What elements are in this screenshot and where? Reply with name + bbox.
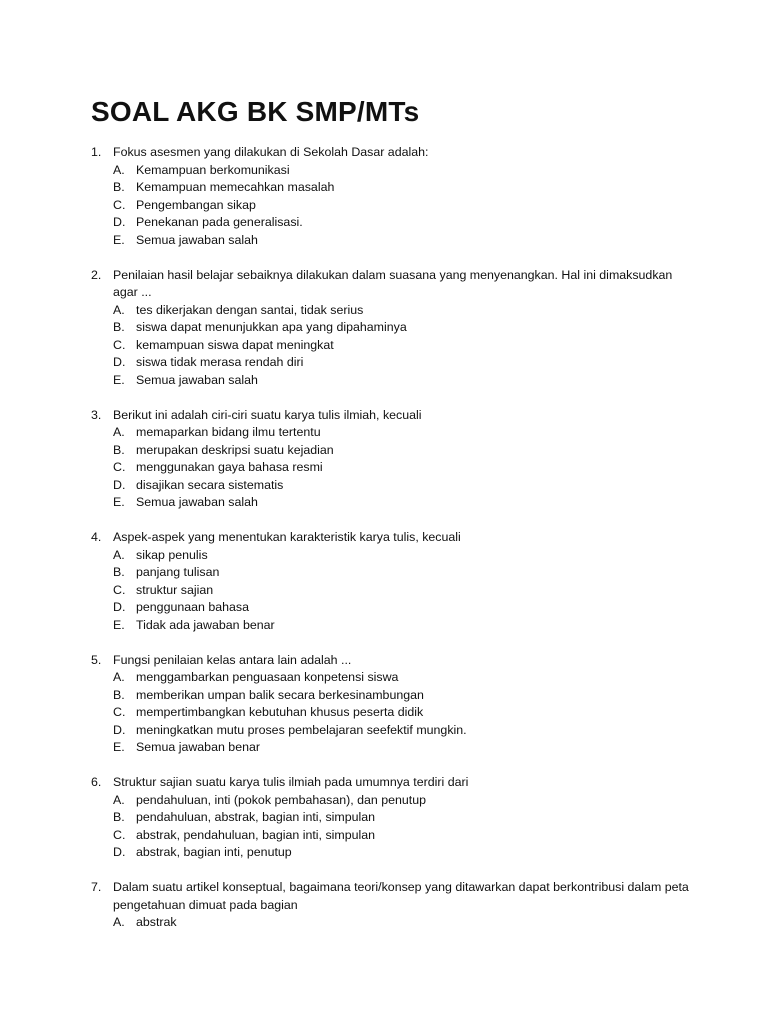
option-text: Semua jawaban benar — [136, 740, 260, 754]
option-letter: C. — [113, 337, 126, 352]
option-letter: C. — [113, 582, 126, 597]
answer-option — [113, 477, 691, 495]
question-item — [91, 879, 691, 932]
option-letter: A. — [113, 915, 125, 929]
answer-option — [113, 162, 691, 180]
document-title: SOAL AKG BK SMP/MTs — [91, 96, 420, 127]
answer-option — [113, 232, 691, 250]
option-text: menggunakan gaya bahasa resmi — [136, 460, 323, 474]
option-letter: E. — [113, 372, 125, 387]
answer-option — [113, 564, 691, 582]
option-text: meningkatkan mutu proses pembelajaran seefektif mungkin. — [136, 722, 467, 737]
question-text: Fokus asesmen yang dilakukan di Sekolah Dasar adalah: — [113, 145, 429, 159]
answer-option — [113, 337, 691, 355]
answer-option — [113, 442, 691, 460]
option-text: struktur sajian — [136, 582, 214, 597]
option-text: siswa tidak merasa rendah diri — [136, 355, 304, 369]
answer-option — [113, 582, 691, 600]
answer-options — [113, 162, 691, 250]
option-letter: C. — [113, 197, 126, 212]
option-text: kemampuan siswa dapat meningkat — [136, 337, 334, 352]
option-letter: D. — [113, 845, 126, 859]
option-text: Semua jawaban salah — [136, 232, 258, 247]
option-letter: D. — [113, 477, 126, 492]
question-item — [91, 267, 691, 390]
answer-option — [113, 704, 691, 722]
option-letter: E. — [113, 495, 125, 509]
option-text: abstrak, pendahuluan, bagian inti, simpulan — [136, 827, 376, 842]
question-item — [91, 529, 691, 634]
question-number: 4. — [91, 530, 102, 544]
option-letter: C. — [113, 827, 126, 842]
option-letter: B. — [113, 687, 125, 702]
answer-options — [113, 792, 691, 862]
question-text: Fungsi penilaian kelas antara lain adalah ... — [113, 652, 352, 667]
option-letter: C. — [113, 460, 126, 474]
answer-option — [113, 599, 691, 617]
option-text: merupakan deskripsi suatu kejadian — [136, 442, 334, 457]
option-letter: A. — [113, 670, 125, 684]
option-letter: B. — [113, 810, 125, 824]
answer-option — [113, 459, 691, 477]
question-item — [91, 144, 691, 249]
answer-option — [113, 319, 691, 337]
option-text: abstrak, bagian inti, penutup — [136, 845, 292, 859]
option-text: pendahuluan, inti (pokok pembahasan), dan penutup — [136, 792, 427, 807]
question-item — [91, 407, 691, 512]
option-text: Pengembangan sikap — [136, 197, 256, 212]
option-letter: B. — [113, 180, 125, 194]
answer-option — [113, 669, 691, 687]
answer-options — [113, 547, 691, 635]
option-text: Kemampuan memecahkan masalah — [136, 180, 335, 194]
option-letter: A. — [113, 792, 125, 807]
answer-option — [113, 914, 691, 932]
option-letter: B. — [113, 320, 125, 334]
option-letter: A. — [113, 162, 125, 177]
answer-option — [113, 617, 691, 635]
option-letter: D. — [113, 722, 126, 737]
option-text: penggunaan bahasa — [136, 600, 250, 614]
option-text: memberikan umpan balik secara berkesinambungan — [136, 687, 424, 702]
option-text: disajikan secara sistematis — [136, 477, 284, 492]
answer-option — [113, 844, 691, 862]
option-text: abstrak — [136, 915, 177, 929]
option-text: Semua jawaban salah — [136, 372, 258, 387]
answer-option — [113, 547, 691, 565]
option-letter: C. — [113, 705, 126, 719]
option-text: Semua jawaban salah — [136, 495, 258, 509]
option-text: tes dikerjakan dengan santai, tidak serius — [136, 302, 364, 317]
option-text: Tidak ada jawaban benar — [136, 617, 275, 632]
option-text: sikap penulis — [136, 547, 208, 562]
question-number: 3. — [91, 407, 102, 422]
question-text: Dalam suatu artikel konseptual, bagaimana teori/konsep yang ditawarkan dapat berkontribusi dalam peta pengetahuan dimuat pada bagian — [113, 880, 689, 912]
answer-options — [113, 424, 691, 512]
option-letter: B. — [113, 565, 125, 579]
option-text: pendahuluan, abstrak, bagian inti, simpulan — [136, 810, 376, 824]
answer-option — [113, 302, 691, 320]
answer-options — [113, 302, 691, 390]
question-text: Penilaian hasil belajar sebaiknya dilakukan dalam suasana yang menyenangkan. Hal ini dimaksudkan agar ... — [113, 267, 673, 299]
question-item — [91, 774, 691, 862]
answer-option — [113, 354, 691, 372]
option-text: menggambarkan penguasaan konpetensi siswa — [136, 670, 399, 684]
answer-options — [113, 669, 691, 757]
question-text: Berikut ini adalah ciri-ciri suatu karya tulis ilmiah, kecuali — [113, 407, 422, 422]
question-text: Aspek-aspek yang menentukan karakteristik karya tulis, kecuali — [113, 530, 461, 544]
question-text: Struktur sajian suatu karya tulis ilmiah pada umumnya terdiri dari — [113, 775, 469, 789]
option-letter: D. — [113, 600, 126, 614]
answer-option — [113, 494, 691, 512]
question-number: 2. — [91, 267, 102, 282]
answer-option — [113, 372, 691, 390]
option-text: Penekanan pada generalisasi. — [136, 215, 303, 229]
option-letter: A. — [113, 425, 125, 439]
question-list — [91, 144, 691, 949]
option-letter: E. — [113, 740, 125, 754]
option-letter: A. — [113, 302, 125, 317]
answer-option — [113, 809, 691, 827]
option-text: Kemampuan berkomunikasi — [136, 162, 290, 177]
answer-option — [113, 827, 691, 845]
question-item — [91, 652, 691, 757]
option-letter: E. — [113, 617, 125, 632]
answer-option — [113, 424, 691, 442]
answer-options — [113, 914, 691, 932]
option-text: siswa dapat menunjukkan apa yang dipahaminya — [136, 320, 407, 334]
option-letter: D. — [113, 215, 126, 229]
answer-option — [113, 792, 691, 810]
option-text: panjang tulisan — [136, 565, 220, 579]
option-letter: E. — [113, 232, 125, 247]
answer-option — [113, 687, 691, 705]
option-text: memaparkan bidang ilmu tertentu — [136, 425, 321, 439]
option-letter: B. — [113, 442, 125, 457]
question-number: 6. — [91, 775, 102, 789]
answer-option — [113, 214, 691, 232]
option-letter: D. — [113, 355, 126, 369]
answer-option — [113, 197, 691, 215]
question-number: 7. — [91, 880, 102, 894]
answer-option — [113, 722, 691, 740]
option-text: mempertimbangkan kebutuhan khusus peserta didik — [136, 705, 424, 719]
answer-option — [113, 739, 691, 757]
question-number: 5. — [91, 652, 102, 667]
option-letter: A. — [113, 547, 125, 562]
answer-option — [113, 179, 691, 197]
question-number: 1. — [91, 145, 102, 159]
